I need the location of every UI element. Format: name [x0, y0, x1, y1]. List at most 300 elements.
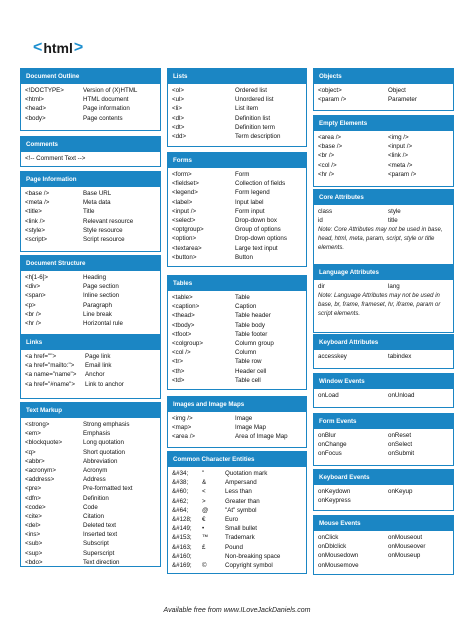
entry-key: <acronym>	[25, 466, 56, 474]
entry-row	[25, 558, 156, 567]
section-body	[21, 350, 160, 389]
entry-row	[172, 357, 302, 366]
entry-row	[172, 225, 302, 234]
section-title: Document Outline	[21, 69, 160, 84]
section-body	[21, 152, 160, 163]
entry-symbol: £	[202, 543, 206, 551]
entry-value: Table header	[235, 312, 271, 320]
entry-row	[25, 484, 156, 493]
section-language-attributes	[313, 264, 454, 333]
entry-key: <link />	[25, 217, 45, 225]
entry-key: <param />	[318, 96, 347, 104]
entry-row	[25, 448, 156, 457]
entry-row	[172, 376, 302, 385]
entry-key: <input />	[172, 207, 197, 215]
entry-value: Term description	[235, 132, 281, 140]
section-page-information	[20, 171, 161, 252]
entry-value: Drop-down options	[235, 235, 287, 243]
entry-row	[172, 293, 302, 302]
entry-key: <a href="mailto:">	[25, 362, 75, 370]
entry-key: &#160;	[172, 552, 192, 560]
entry-symbol	[202, 552, 225, 561]
entry-symbol: &	[202, 479, 207, 487]
section-body	[21, 271, 160, 328]
entry-key: <base />	[318, 143, 343, 151]
entry-key: <area />	[318, 134, 342, 141]
entry-row	[172, 506, 302, 515]
entry-value: Meta data	[83, 199, 111, 207]
entry-value: Style resource	[83, 226, 123, 234]
entry-key: <tbody>	[172, 321, 195, 329]
entry-row	[172, 114, 302, 123]
entry-key: <dl>	[172, 114, 185, 122]
entry-value: Quotation mark	[225, 470, 268, 477]
section-text-markup	[20, 402, 161, 567]
entry-row	[25, 217, 156, 226]
entry-key: &#153;	[172, 534, 192, 542]
entry-key: <!DOCTYPE>	[25, 87, 64, 94]
entry-key: <base />	[25, 190, 50, 197]
entry-value: Title	[83, 208, 95, 216]
entry-value: Form	[235, 171, 250, 178]
entry-value: Page information	[83, 105, 130, 113]
entry-key: <cite>	[25, 512, 42, 520]
entry-value: <param />	[388, 170, 417, 178]
entry-key: <legend>	[172, 189, 198, 197]
entry-value: HTML document	[83, 96, 129, 104]
entry-key: <hr />	[318, 170, 335, 178]
entry-value: <input />	[388, 143, 413, 151]
entry-key: <td>	[172, 376, 185, 384]
entry-value: Unordered list	[235, 96, 274, 104]
entry-row	[25, 539, 156, 548]
section-body	[314, 280, 453, 319]
entry-value: Pre-formatted text	[83, 485, 133, 493]
entry-key: <col />	[318, 161, 337, 169]
entry-key: id	[318, 217, 323, 225]
entry-value: Page link	[85, 353, 111, 360]
entry-row	[25, 273, 156, 282]
entry-key: <a href="#name">	[25, 380, 75, 388]
entry-value: Abbreviation	[83, 457, 118, 465]
section-form-events	[313, 413, 454, 466]
entry-key: <!-- Comment Text -->	[25, 155, 86, 162]
entry-row	[25, 420, 156, 429]
entry-row	[25, 521, 156, 530]
entry-row	[172, 123, 302, 132]
entry-row	[172, 552, 302, 561]
entry-key: <ol>	[172, 87, 185, 94]
entry-row	[172, 423, 302, 432]
entry-row	[172, 478, 302, 487]
entry-value: Button	[235, 253, 253, 261]
entry-value	[388, 496, 449, 505]
entry-value: Long quotation	[83, 439, 124, 447]
entry-row	[25, 114, 156, 123]
entry-key: onDblclick	[318, 543, 347, 551]
entry-row	[318, 551, 449, 560]
entry-value: Page section	[83, 283, 119, 291]
entry-value: Table row	[235, 358, 262, 366]
entry-key: <h[1-6]>	[25, 274, 49, 281]
entry-row	[25, 104, 156, 113]
section-document-outline	[20, 68, 161, 131]
section-keyboard-events	[313, 469, 454, 511]
close-bracket-icon: >	[73, 39, 84, 56]
entry-key: <dfn>	[25, 494, 41, 502]
entry-row	[25, 361, 156, 370]
entry-value: Strong emphasis	[83, 421, 130, 428]
entry-row	[25, 198, 156, 207]
entry-row	[172, 330, 302, 339]
entry-key: <a name="name">	[25, 371, 77, 379]
entry-value: <img />	[388, 134, 409, 141]
entry-key: &#60;	[172, 488, 189, 496]
entry-row	[172, 95, 302, 104]
section-images	[167, 396, 307, 448]
entry-row	[172, 469, 302, 478]
entry-key: <map>	[172, 424, 192, 432]
entry-symbol: €	[202, 515, 206, 523]
entry-key: <address>	[25, 476, 55, 484]
entry-value: onReset	[388, 432, 412, 439]
entry-value: Citation	[83, 512, 104, 520]
entry-row	[318, 431, 449, 440]
entry-row	[172, 234, 302, 243]
entry-value: Definition	[83, 494, 109, 502]
entry-value: onUnload	[388, 392, 415, 399]
entry-row	[172, 533, 302, 542]
entry-value: Page contents	[83, 114, 123, 122]
entry-value	[388, 561, 449, 570]
entry-value: Parameter	[388, 96, 417, 104]
entry-row	[318, 449, 449, 458]
entry-value: Heading	[83, 274, 107, 281]
entry-symbol: ©	[202, 561, 207, 569]
section-lists	[167, 68, 307, 147]
entry-key: <optgroup>	[172, 226, 204, 234]
section-body	[314, 531, 453, 570]
entry-value: Area of Image Map	[235, 433, 288, 441]
entry-key: <body>	[25, 114, 46, 122]
entry-value: onMouseup	[388, 552, 421, 560]
entry-row	[172, 432, 302, 441]
entry-value: Deleted text	[83, 522, 117, 530]
entry-row	[25, 494, 156, 503]
entry-value: List item	[235, 105, 259, 113]
entry-value: Anchor	[85, 371, 105, 379]
section-body	[168, 412, 306, 442]
entry-value: Table footer	[235, 330, 268, 338]
entry-key: &#62;	[172, 497, 189, 505]
entry-key: <ins>	[25, 531, 41, 539]
entry-row	[318, 161, 449, 170]
section-body	[314, 429, 453, 459]
entry-row	[25, 370, 156, 379]
entry-row	[318, 142, 449, 151]
entry-key: <title>	[25, 208, 42, 216]
entry-row	[25, 291, 156, 300]
section-title: Lists	[168, 69, 306, 84]
entry-symbol: "	[202, 470, 205, 477]
entry-row	[25, 282, 156, 291]
entry-row	[25, 530, 156, 539]
entry-row	[25, 319, 156, 328]
entry-row	[25, 310, 156, 319]
entry-key: <strong>	[25, 421, 50, 428]
entry-row	[318, 95, 449, 104]
entry-row	[318, 542, 449, 551]
entry-value: Inline section	[83, 292, 120, 300]
entry-row	[172, 487, 302, 496]
entry-value: Caption	[235, 303, 257, 311]
entry-value: Trademark	[225, 534, 255, 542]
section-title: Tables	[168, 276, 306, 291]
entry-key: class	[318, 208, 333, 215]
entry-value: onSelect	[388, 441, 413, 449]
entry-row	[25, 235, 156, 244]
entry-row	[172, 104, 302, 113]
entry-key: <tr>	[172, 358, 184, 366]
entry-row	[25, 154, 156, 163]
entry-key: <code>	[25, 503, 46, 511]
entry-key: &#38;	[172, 479, 189, 487]
entry-value: lang	[388, 283, 400, 290]
section-title: Window Events	[314, 374, 453, 389]
open-bracket-icon: <	[33, 39, 43, 56]
section-objects	[313, 68, 454, 111]
entry-value: Header cell	[235, 367, 267, 375]
entry-row	[25, 503, 156, 512]
entry-row	[172, 207, 302, 216]
section-title: Language Attributes	[314, 265, 453, 280]
entry-row	[318, 133, 449, 142]
section-title: Keyboard Events	[314, 470, 453, 485]
entry-key: accesskey	[318, 353, 347, 360]
entry-row	[25, 226, 156, 235]
entry-key: <a href="">	[25, 353, 57, 360]
entry-row	[318, 440, 449, 449]
entry-key: onBlur	[318, 432, 336, 439]
section-title: Document Structure	[21, 256, 160, 271]
entry-key: <sup>	[25, 549, 43, 557]
entry-value: Base URL	[83, 190, 112, 197]
entry-row	[172, 86, 302, 95]
entry-key: <table>	[172, 294, 193, 301]
entry-row	[172, 198, 302, 207]
entry-key: &#163;	[172, 543, 192, 551]
entry-symbol: ™	[202, 534, 209, 542]
section-title: Objects	[314, 69, 453, 84]
entry-key: <br />	[318, 152, 335, 160]
entry-symbol: •	[202, 525, 205, 533]
entry-key: <thead>	[172, 312, 195, 320]
section-body	[21, 418, 160, 567]
entry-value: "At" symbol	[225, 506, 257, 514]
section-title: Forms	[168, 153, 306, 168]
entry-row	[172, 524, 302, 533]
entry-row	[172, 179, 302, 188]
entry-row	[318, 207, 449, 216]
entry-value: Small bullet	[225, 525, 257, 533]
entry-row	[25, 457, 156, 466]
section-title: Text Markup	[21, 403, 160, 418]
entry-key: <th>	[172, 367, 185, 375]
section-core-attributes	[313, 189, 454, 269]
section-common-characters	[167, 451, 307, 574]
section-body	[314, 131, 453, 179]
entry-value: tabindex	[388, 353, 412, 360]
entry-key: onClick	[318, 534, 339, 541]
entry-value: Link to anchor	[85, 380, 124, 388]
entry-key: <sub>	[25, 540, 43, 548]
entry-key: <span>	[25, 292, 46, 300]
section-note: Note: Language Attributes may not be used in base, br, frame, frameset, hr, iframe, param or script elements.	[318, 293, 441, 317]
entry-row	[25, 301, 156, 310]
entry-value: onMouseout	[388, 534, 423, 541]
section-body	[168, 467, 306, 570]
section-body	[168, 291, 306, 385]
entry-row	[172, 515, 302, 524]
entry-symbol: <	[202, 488, 206, 496]
entry-value: Column	[235, 349, 257, 357]
entry-row	[172, 311, 302, 320]
entry-value: Superscript	[83, 549, 115, 557]
entry-key: <img />	[172, 415, 193, 422]
entry-key: &#169;	[172, 561, 192, 569]
entry-row	[318, 151, 449, 160]
entry-row	[172, 188, 302, 197]
entry-row	[318, 496, 449, 505]
section-body	[314, 205, 453, 253]
entry-row	[172, 348, 302, 357]
entry-key: &#149;	[172, 525, 192, 533]
entry-value: Table cell	[235, 376, 261, 384]
entry-key: <style>	[25, 226, 45, 234]
entry-value: Definition term	[235, 123, 275, 131]
entry-value: Object	[388, 87, 406, 94]
section-title: Links	[21, 335, 160, 350]
entry-row	[172, 302, 302, 311]
entry-key: <option>	[172, 235, 197, 243]
entry-row	[318, 561, 449, 570]
entry-key: <object>	[318, 87, 342, 94]
section-body	[21, 187, 160, 244]
entry-key: <blockquote>	[25, 439, 63, 447]
entry-key: <label>	[172, 198, 193, 206]
section-body	[314, 84, 453, 104]
entry-key: <area />	[172, 433, 196, 441]
entry-value: Horizontal rule	[83, 319, 123, 327]
entry-row	[318, 352, 449, 361]
entry-key: <em>	[25, 430, 41, 438]
entry-row	[25, 380, 156, 389]
html-logo	[33, 38, 83, 58]
entry-value: Form input	[235, 207, 265, 215]
entry-row	[172, 367, 302, 376]
entry-key: <fieldset>	[172, 180, 199, 188]
entry-value: Image Map	[235, 424, 266, 432]
section-title: Page Information	[21, 172, 160, 187]
entry-key: <head>	[25, 105, 46, 113]
entry-row	[25, 438, 156, 447]
entry-row	[318, 216, 449, 225]
entry-key: <form>	[172, 171, 192, 178]
entry-key: onChange	[318, 441, 347, 449]
entry-value: <link />	[388, 152, 408, 160]
entry-key: <abbr>	[25, 457, 45, 465]
entry-row	[172, 321, 302, 330]
section-body	[314, 350, 453, 361]
entry-symbol: @	[202, 506, 209, 514]
entry-key: &#34;	[172, 470, 189, 477]
entry-key: <textarea>	[172, 244, 202, 252]
section-note: Note: Core Attributes may not be used in base, head, html, meta, param, script, style or title elements.	[318, 227, 443, 251]
section-forms	[167, 152, 307, 267]
entry-value: style	[388, 208, 401, 215]
entry-row	[318, 487, 449, 496]
entry-key: &#128;	[172, 515, 192, 523]
section-body	[21, 84, 160, 123]
section-title: Mouse Events	[314, 516, 453, 531]
entry-row	[25, 189, 156, 198]
entry-value: Ampersand	[225, 479, 257, 487]
entry-row	[25, 95, 156, 104]
entry-key: <del>	[25, 522, 41, 530]
entry-key: onFocus	[318, 450, 342, 458]
entry-value: Code	[83, 503, 98, 511]
entry-key: <pre>	[25, 485, 42, 493]
entry-value: Address	[83, 476, 106, 484]
entry-value: onKeyup	[388, 488, 413, 495]
entry-row	[172, 216, 302, 225]
entry-value: Input label	[235, 198, 264, 206]
entry-key: &#64;	[172, 506, 189, 514]
section-links	[20, 334, 161, 399]
entry-value: onSubmit	[388, 450, 415, 458]
entry-value: Table	[235, 294, 250, 301]
entry-row	[25, 466, 156, 475]
entry-row	[25, 549, 156, 558]
entry-value: Relevant resource	[83, 217, 134, 225]
entry-value: Ordered list	[235, 87, 267, 94]
entry-value	[85, 154, 156, 163]
entry-row	[172, 561, 302, 570]
entry-key: <dt>	[172, 123, 185, 131]
entry-key: dir	[318, 283, 325, 290]
entry-value: Version of (X)HTML	[83, 87, 138, 94]
entry-value: Collection of fields	[235, 180, 286, 188]
entry-key: onMousedown	[318, 552, 359, 560]
entry-row	[318, 170, 449, 179]
entry-row	[172, 543, 302, 552]
entry-key: <script>	[25, 235, 48, 243]
entry-value: <meta />	[388, 161, 413, 169]
entry-value: Inserted text	[83, 531, 118, 539]
entry-row	[318, 391, 449, 400]
section-body	[314, 389, 453, 400]
entry-row	[25, 429, 156, 438]
entry-value: Table body	[235, 321, 265, 329]
section-title: Core Attributes	[314, 190, 453, 205]
section-title: Keyboard Attributes	[314, 335, 453, 350]
entry-value: Short quotation	[83, 448, 125, 456]
entry-value: Emphasis	[83, 430, 111, 438]
entry-value: Script resource	[83, 235, 125, 243]
entry-row	[25, 86, 156, 95]
entry-key: <q>	[25, 448, 36, 456]
entry-key: <html>	[25, 96, 44, 104]
